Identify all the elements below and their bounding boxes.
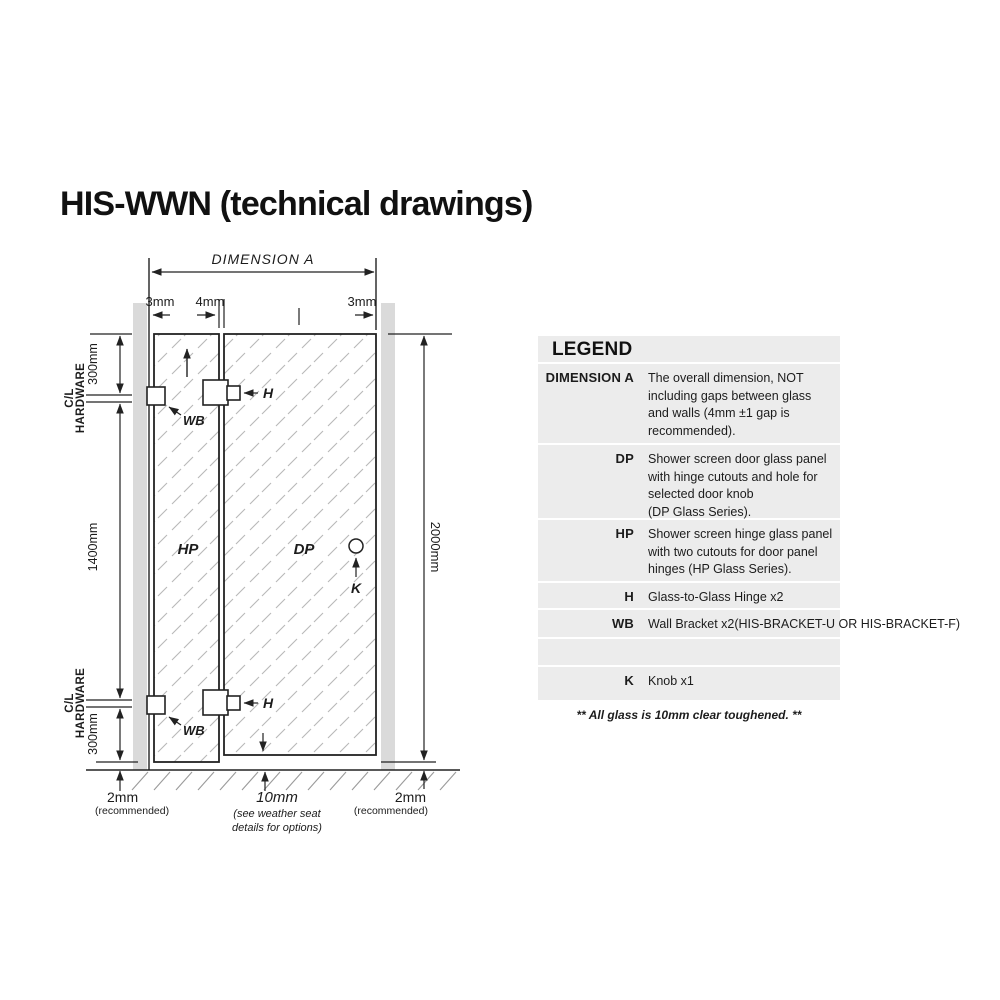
bottom-mid-value: 10mm bbox=[256, 789, 298, 806]
legend-row-hp bbox=[538, 518, 840, 581]
legend-desc-line: Wall Bracket x2(HIS-BRACKET-U OR HIS-BRACKET-F) bbox=[648, 617, 961, 631]
legend-key: WB bbox=[611, 616, 634, 631]
legend-key: HP bbox=[615, 526, 634, 541]
bottom-mid-note2: details for options) bbox=[232, 822, 322, 834]
knob-label: K bbox=[350, 580, 362, 596]
bottom-left-value: 2mm bbox=[107, 789, 139, 805]
bottom-mid-note1: (see weather seat bbox=[233, 808, 321, 820]
dimension-a bbox=[152, 251, 374, 272]
legend-desc bbox=[634, 589, 783, 607]
legend-row-h bbox=[538, 581, 840, 608]
legend-desc bbox=[634, 526, 832, 579]
legend-desc bbox=[634, 451, 827, 521]
legend-desc-line: with two cutouts for door panel bbox=[648, 544, 818, 559]
gap-left-label: 3mm bbox=[145, 294, 175, 309]
legend-desc-line: (DP Glass Series). bbox=[648, 504, 752, 519]
legend-desc-line: recommended). bbox=[648, 423, 736, 438]
h-top-label: H bbox=[263, 385, 274, 401]
legend-desc-line: Glass-to-Glass Hinge x2 bbox=[648, 590, 784, 604]
dim-300-top-label: 300mm bbox=[86, 343, 100, 385]
legend-row-dimension-a bbox=[538, 362, 840, 443]
legend-desc-line: and walls (4mm ±1 gap is bbox=[648, 406, 790, 420]
legend-desc bbox=[634, 673, 694, 691]
floor-hatch bbox=[132, 772, 456, 790]
wall-bracket-bottom bbox=[147, 696, 165, 714]
hardware-label-bottom: HARDWARE bbox=[75, 667, 87, 739]
legend-desc bbox=[634, 370, 811, 440]
dim-300-bottom-label: 300mm bbox=[86, 713, 100, 755]
legend-desc-line: Shower screen hinge glass panel bbox=[648, 527, 833, 541]
gap-dimensions bbox=[146, 294, 377, 328]
dp-panel-label: DP bbox=[293, 541, 315, 558]
legend-key: DIMENSION A bbox=[545, 370, 634, 385]
right-wall bbox=[381, 303, 395, 770]
legend-key: K bbox=[624, 673, 634, 688]
hinge-top-plate bbox=[203, 380, 228, 405]
legend-row-wb bbox=[538, 608, 961, 637]
knob-circle bbox=[349, 539, 363, 553]
legend-desc-line: Knob x1 bbox=[648, 674, 694, 688]
legend-row-empty bbox=[538, 637, 840, 665]
legend-desc-line: selected door knob bbox=[648, 487, 754, 501]
cl-label-top: C/L bbox=[64, 388, 76, 408]
page-title: HIS-WWN (technical drawings) bbox=[60, 185, 533, 223]
floor bbox=[86, 770, 460, 790]
legend-desc bbox=[634, 616, 960, 634]
glass-footnote: ** All glass is 10mm clear toughened. ** bbox=[576, 708, 802, 722]
wall-bracket-top bbox=[147, 387, 165, 405]
legend-desc-line: including gaps between glass bbox=[648, 388, 812, 403]
hinge-bottom-plate bbox=[203, 690, 228, 715]
left-wall bbox=[133, 303, 147, 770]
legend-row-k bbox=[538, 665, 840, 700]
gap-mid-label: 4mm bbox=[195, 294, 225, 309]
legend-desc-line: hinges (HP Glass Series). bbox=[648, 562, 792, 576]
legend-title: LEGEND bbox=[552, 339, 633, 360]
legend-desc-line: with hinge cutouts and hole for bbox=[648, 469, 818, 484]
legend-key: H bbox=[624, 589, 634, 604]
dim-1400-label: 1400mm bbox=[86, 522, 100, 572]
h-bottom-label: H bbox=[263, 695, 274, 711]
legend-key: DP bbox=[615, 451, 634, 466]
legend-desc-line: Shower screen door glass panel bbox=[648, 452, 827, 466]
hp-panel-label: HP bbox=[177, 541, 199, 558]
dim-2000-label: 2000mm bbox=[428, 521, 443, 573]
gap-right-label: 3mm bbox=[347, 294, 377, 309]
hardware-label-top: HARDWARE bbox=[75, 362, 87, 434]
legend-desc-line: The overall dimension, NOT bbox=[648, 371, 804, 385]
hinge-bottom-tab bbox=[227, 696, 240, 710]
cl-label-bottom: C/L bbox=[64, 693, 76, 713]
hinge-top-tab bbox=[227, 386, 240, 400]
wb-top-label: WB bbox=[183, 413, 205, 428]
legend-row-dp bbox=[538, 443, 840, 518]
glass-panels bbox=[149, 258, 376, 770]
bottom-right-value: 2mm bbox=[394, 789, 426, 805]
bottom-left-note: (recommended) bbox=[95, 805, 170, 817]
bottom-right-note: (recommended) bbox=[353, 805, 428, 817]
wb-bottom-label: WB bbox=[183, 723, 205, 738]
legend-panel bbox=[538, 336, 961, 700]
dimension-a-label: DIMENSION A bbox=[211, 251, 315, 267]
left-dimension-chain bbox=[64, 334, 138, 791]
